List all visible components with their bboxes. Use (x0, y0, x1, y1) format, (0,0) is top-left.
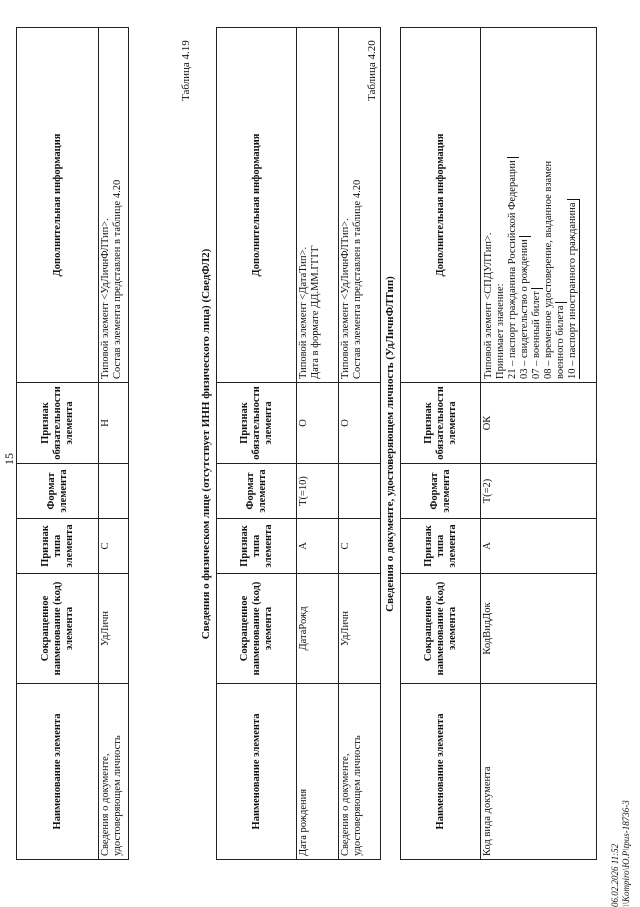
cell-extra-line: Типовой элемент <ДатаТип>. (298, 246, 309, 379)
cell-extra-line: Состав элемента представлен в таблице 4.20 (112, 179, 123, 379)
cell-extra-line (567, 199, 580, 379)
header-name: Наименование элемента (17, 684, 99, 860)
cell-format (339, 464, 381, 519)
header-name: Наименование элемента (217, 684, 297, 860)
table-title-4-20: Сведения о документе, удостоверяющем личность (УдЛичнФЛТип) (384, 276, 396, 612)
header-short-name: Сокращенное наименование (код) элемента (401, 574, 481, 684)
cell-format: T(=2) (481, 464, 597, 519)
cell-code: ДатаРожд (297, 574, 339, 684)
header-mandatory: Признак обязательности элемента (17, 383, 99, 464)
cell-extra-text: 03 – свидетельство о рождении (519, 239, 530, 379)
header-short-name: Сокращенное наименование (код) элемента (17, 574, 99, 684)
table-caption-4-19: Таблица 4.19 (180, 40, 192, 101)
cell-type: А (481, 519, 597, 574)
header-short-name: Сокращенное наименование (код) элемента (217, 574, 297, 684)
table-row (99, 28, 129, 860)
print-stamp-path: \\Kompiro\Ю.Р\tpus-18736-3 (621, 800, 631, 907)
cell-code: УдЛичн (339, 574, 381, 684)
cell-extra-text: военного билета (555, 305, 566, 379)
cell-extra-line: Состав элемента представлен в таблице 4.20 (352, 179, 363, 379)
cell-name: Код вида документа (481, 684, 597, 860)
cell-extra-line: Типовой элемент <СПДУЛТип>. (483, 232, 494, 379)
header-mandatory: Признак обязательности элемента (401, 383, 481, 464)
cell-mandatory: ОК (481, 383, 597, 464)
cell-extra-text: 07 – военный билет (531, 291, 542, 379)
cell-extra-line: 08 – временное удостоверение, выданное взамен (543, 160, 554, 379)
cell-type: С (99, 519, 129, 574)
cell-extra-line: Принимает значение: (495, 283, 506, 379)
cell-extra-text: 21 – паспорт гражданина Российской Федерации (507, 160, 518, 379)
page-number: 15 (2, 453, 16, 465)
cell-extra-line (519, 31, 531, 379)
table-4-19 (216, 27, 381, 860)
cell-type: А (297, 519, 339, 574)
table-caption-4-20: Таблица 4.20 (366, 40, 378, 101)
cell-extra-line: Дата в формате ДД.ММ.ГГГГ (310, 245, 321, 379)
cell-format (99, 464, 129, 519)
cell-name: Сведения о документе, удостоверяющем личность (99, 684, 129, 860)
header-type-sign: Признак типа элемента (17, 519, 99, 574)
cell-extra-line: Типовой элемент <УдЛичнФЛТип>. (340, 218, 351, 379)
header-type-sign: Признак типа элемента (217, 519, 297, 574)
header-extra: Дополнительная информация (217, 28, 297, 383)
revision-bar-icon (567, 199, 579, 200)
cell-name: Дата рождения (297, 684, 339, 860)
header-format: Формат элемента (401, 464, 481, 519)
table-header-row (401, 28, 481, 860)
cell-name: Сведения о документе, удостоверяющем личность (339, 684, 381, 860)
cell-code: КодВидДок (481, 574, 597, 684)
cell-extra-line (531, 31, 543, 379)
revision-bar-icon (507, 157, 519, 158)
cell-code: УдЛичн (99, 574, 129, 684)
cell-type: С (339, 519, 381, 574)
table-header-row (217, 28, 297, 860)
print-stamp-date: 06.02.2026 11:52 (610, 843, 620, 907)
header-format: Формат элемента (217, 464, 297, 519)
cell-extra-line: Типовой элемент <УдЛичнФЛТип>. (100, 218, 111, 379)
header-type-sign: Признак типа элемента (401, 519, 481, 574)
cell-format: T(=10) (297, 464, 339, 519)
revision-bar-icon (555, 302, 567, 303)
table-title-4-19: Сведения о физическом лице (отсутствует ИНН физического лица) (СведФЛ2) (200, 248, 212, 640)
cell-extra-line (555, 31, 567, 379)
revision-bar-icon (531, 288, 543, 289)
print-stamp (610, 800, 632, 907)
header-format: Формат элемента (17, 464, 99, 519)
cell-mandatory: Н (99, 383, 129, 464)
header-mandatory: Признак обязательности элемента (217, 383, 297, 464)
table-header-row (17, 28, 99, 860)
cell-extra (99, 28, 129, 383)
cell-extra (481, 28, 597, 383)
header-extra: Дополнительная информация (401, 28, 481, 383)
cell-mandatory: О (297, 383, 339, 464)
cell-extra (297, 28, 339, 383)
table-4-20 (400, 27, 597, 860)
header-name: Наименование элемента (401, 684, 481, 860)
header-extra: Дополнительная информация (17, 28, 99, 383)
table-row (339, 28, 381, 860)
cell-extra-text: 10 – паспорт иностранного гражданина (567, 202, 578, 379)
table-row (297, 28, 339, 860)
table-row (481, 28, 597, 860)
cell-mandatory: О (339, 383, 381, 464)
cell-extra-line (507, 31, 519, 379)
table-continuation (16, 27, 129, 860)
revision-bar-icon (519, 236, 531, 237)
